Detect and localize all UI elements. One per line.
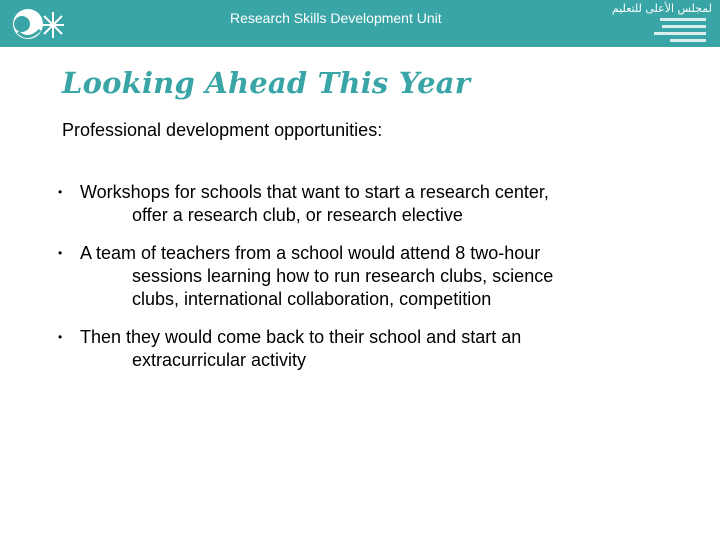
header-bar (0, 0, 720, 47)
slide-subtitle: Professional development opportunities: (62, 120, 383, 140)
bullet-item (58, 326, 658, 372)
bullet-line: sessions learning how to run research clubs, science (132, 266, 554, 286)
council-english-name (654, 18, 706, 42)
bullet-item (58, 242, 658, 311)
council-arabic-name: لمجلس الأعلى للتعليم (611, 2, 712, 15)
slide-title: Looking Ahead This Year (62, 66, 471, 100)
bullet-line: extracurricular activity (132, 350, 307, 370)
header-title: Research Skills Development Unit (230, 10, 442, 26)
bullet-line: offer a research club, or research elective (132, 205, 463, 225)
bullet-line: Then they would come back to their school and start an (80, 327, 522, 347)
bullet-list (58, 181, 658, 387)
bullet-item (58, 181, 658, 227)
institution-logo-icon (8, 4, 68, 44)
bullet-icon: • (58, 246, 63, 260)
bullet-icon: • (58, 330, 63, 344)
bullet-line: Workshops for schools that want to start a research center, (80, 182, 549, 202)
bullet-line: clubs, international collaboration, competition (132, 289, 492, 309)
bullet-line: A team of teachers from a school would attend 8 two-hour (80, 243, 541, 263)
bullet-icon: • (58, 185, 63, 199)
council-logo (600, 2, 712, 46)
